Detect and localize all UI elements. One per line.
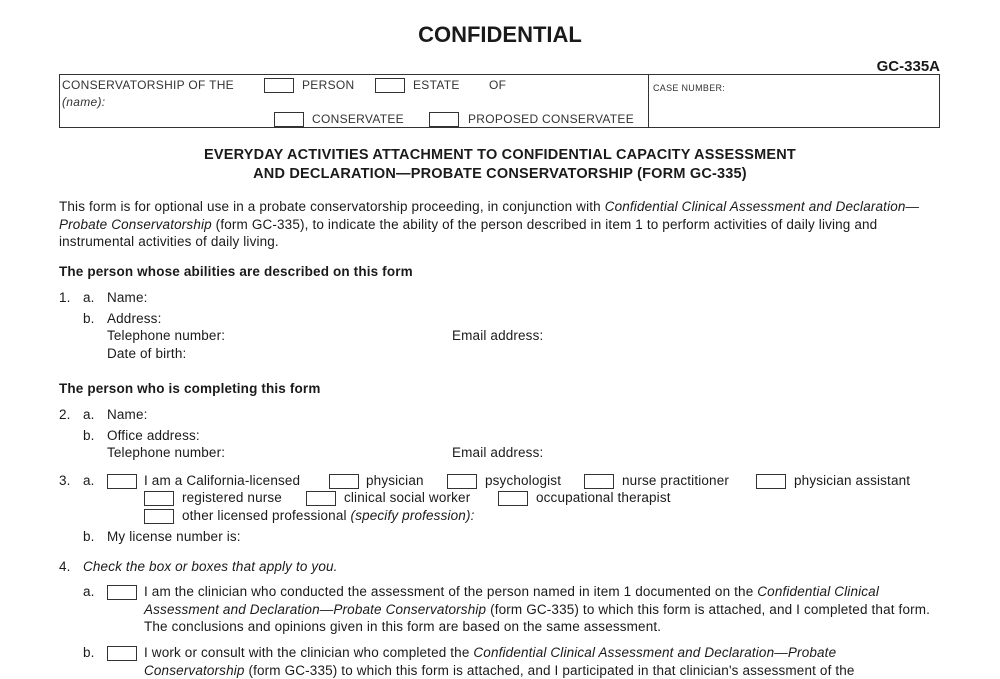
person-checkbox[interactable] <box>264 78 294 93</box>
physician-assistant-label: physician assistant <box>794 473 911 488</box>
item-1a-letter: a. <box>83 290 95 305</box>
item-4b-text-1: I work or consult with the clinician who completed the <box>144 645 474 660</box>
conservatee-checkbox[interactable] <box>274 112 304 127</box>
person-label: PERSON <box>302 78 355 92</box>
case-caption-box <box>59 74 940 128</box>
item-3b-letter: b. <box>83 529 95 544</box>
form-number: GC-335A <box>876 58 940 75</box>
person-address-label: Address: <box>107 311 162 326</box>
intro-form-name: Confidential Clinical Assessment and Declaration—Probate Conservatorship <box>59 199 920 232</box>
person-email-label: Email address: <box>452 328 544 343</box>
form-title-line-2: AND DECLARATION—PROBATE CONSERVATORSHIP (FORM GC-335) <box>253 166 747 182</box>
item-4b-text-2: (form GC-335) to which this form is attached, and I participated in that clinician's assessment of the <box>244 662 855 678</box>
person-dob-label: Date of birth: <box>107 346 187 361</box>
item-1b-letter: b. <box>83 311 95 326</box>
confidential-heading: CONFIDENTIAL <box>418 22 582 47</box>
physician-checkbox[interactable] <box>329 474 359 489</box>
registered-nurse-checkbox[interactable] <box>144 491 174 506</box>
license-number-label: My license number is: <box>107 529 241 544</box>
item-4-instruction: Check the box or boxes that apply to you. <box>83 559 338 574</box>
other-professional-label <box>182 508 475 523</box>
estate-checkbox[interactable] <box>375 78 405 93</box>
of-label: OF <box>489 78 507 92</box>
estate-label: ESTATE <box>413 78 460 92</box>
item-2-number: 2. <box>59 407 71 422</box>
other-professional-text: other licensed professional <box>182 508 351 523</box>
section-2-heading: The person who is completing this form <box>59 381 321 396</box>
conservatorship-of-label: CONSERVATORSHIP OF THE <box>62 78 234 92</box>
section-1-heading: The person whose abilities are described on this form <box>59 264 413 279</box>
licensed-label: I am a California-licensed <box>144 473 301 488</box>
item-1-number: 1. <box>59 290 71 305</box>
office-address-label: Office address: <box>107 428 200 443</box>
item-2a-letter: a. <box>83 407 95 422</box>
registered-nurse-label: registered nurse <box>182 490 282 505</box>
item-4-number: 4. <box>59 559 71 574</box>
intro-paragraph <box>59 198 944 251</box>
intro-text-1: This form is for optional use in a probate conservatorship proceeding, in conjunction with <box>59 199 605 214</box>
person-name-label: Name: <box>107 290 148 305</box>
physician-assistant-checkbox[interactable] <box>756 474 786 489</box>
item-3a-letter: a. <box>83 473 95 488</box>
item-4a-text-1: I am the clinician who conducted the assessment of the person named in item 1 documented on the <box>144 584 758 599</box>
specify-profession-text: (specify profession): <box>350 508 475 523</box>
completer-telephone-label: Telephone number: <box>107 445 226 460</box>
nurse-practitioner-label: nurse practitioner <box>622 473 730 488</box>
item-4a-text <box>144 583 939 636</box>
occupational-therapist-label: occupational therapist <box>536 490 671 505</box>
psychologist-label: psychologist <box>485 473 562 488</box>
item-3-number: 3. <box>59 473 71 488</box>
conducted-assessment-checkbox[interactable] <box>107 585 137 600</box>
completer-email-label: Email address: <box>452 445 544 460</box>
name-label: (name): <box>62 95 106 109</box>
item-4a-letter: a. <box>83 584 95 599</box>
licensed-checkbox[interactable] <box>107 474 137 489</box>
other-professional-checkbox[interactable] <box>144 509 174 524</box>
item-4a-form-name: Confidential Clinical Assessment and Declaration—Probate Conservatorship <box>144 584 879 617</box>
nurse-practitioner-checkbox[interactable] <box>584 474 614 489</box>
item-4b-letter: b. <box>83 645 95 660</box>
completer-name-label: Name: <box>107 407 148 422</box>
case-number-label: CASE NUMBER: <box>653 83 726 93</box>
proposed-conservatee-label: PROPOSED CONSERVATEE <box>468 112 635 126</box>
physician-label: physician <box>366 473 424 488</box>
item-4b-form-name: Confidential Clinical Assessment and Declaration—Probate Conservatorship <box>144 645 837 678</box>
clinical-social-worker-checkbox[interactable] <box>306 491 336 506</box>
consult-clinician-checkbox[interactable] <box>107 646 137 661</box>
occupational-therapist-checkbox[interactable] <box>498 491 528 506</box>
psychologist-checkbox[interactable] <box>447 474 477 489</box>
item-4b-text <box>144 644 939 679</box>
item-4a-text-2: (form GC-335) to which this form is attached, and I completed that form. The conclusions and opinions given in this form are based on the same assessment. <box>144 601 931 634</box>
item-2b-letter: b. <box>83 428 95 443</box>
clinical-social-worker-label: clinical social worker <box>344 490 471 505</box>
intro-text-2: (form GC-335), to indicate the ability of the person described in item 1 to perform activities of daily living and instrumental activities of daily living. <box>59 216 878 249</box>
proposed-conservatee-checkbox[interactable] <box>429 112 459 127</box>
form-title-line-1: EVERYDAY ACTIVITIES ATTACHMENT TO CONFIDENTIAL CAPACITY ASSESSMENT <box>204 147 796 163</box>
conservatee-label: CONSERVATEE <box>312 112 404 126</box>
caption-divider <box>648 75 649 127</box>
person-telephone-label: Telephone number: <box>107 328 226 343</box>
